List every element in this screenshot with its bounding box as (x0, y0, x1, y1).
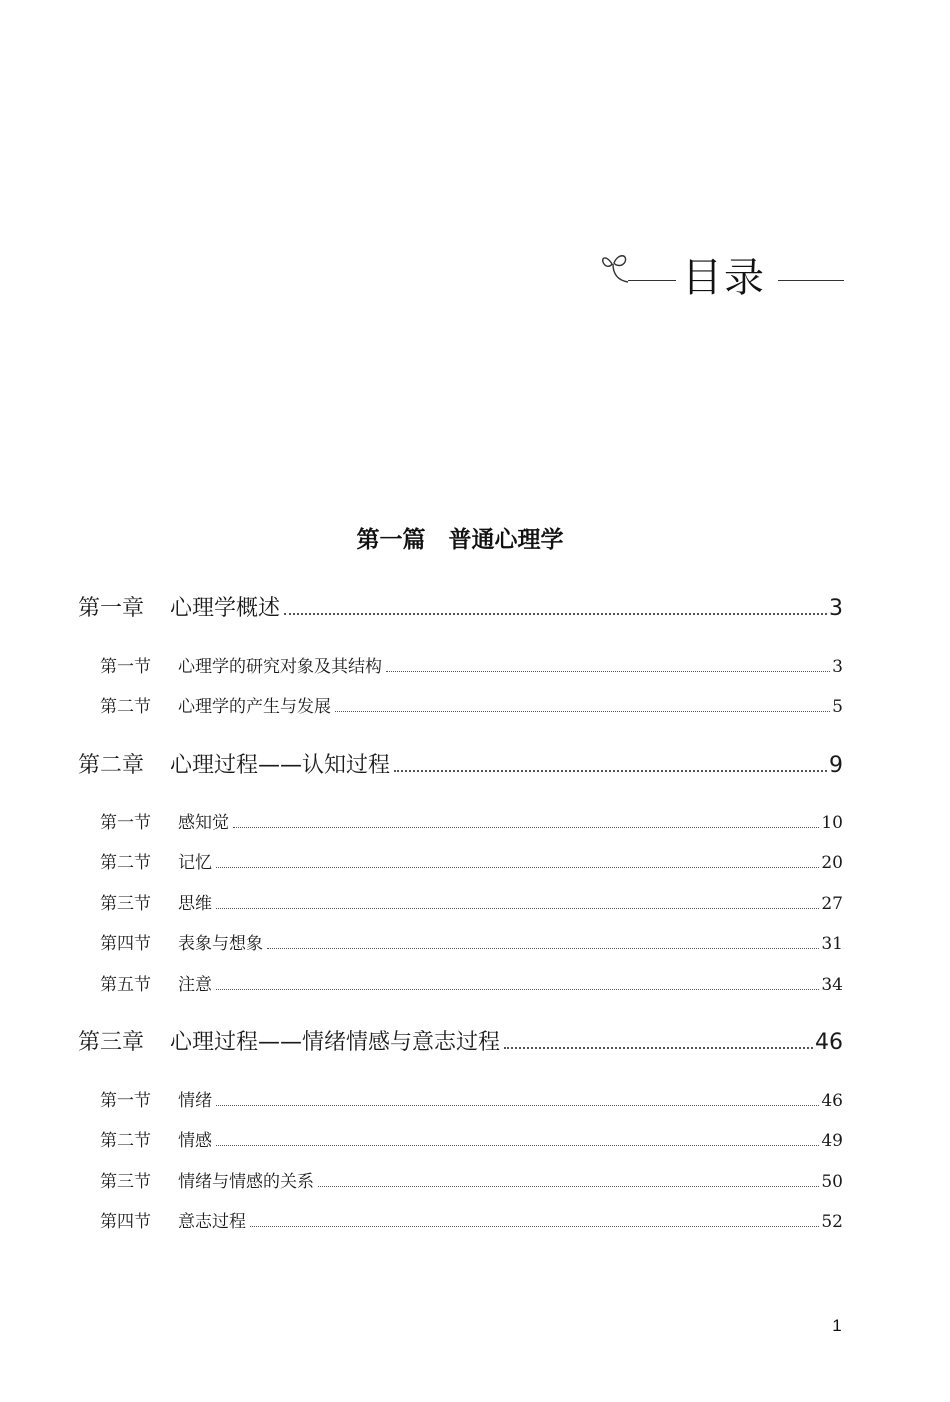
chapter-entry[interactable] (78, 750, 843, 782)
section-number: 第五节 (100, 975, 151, 995)
section-title: 心理学的研究对象及其结构 (178, 657, 382, 677)
section-entry[interactable] (100, 850, 843, 876)
chapter-title: 心理学概述 (170, 596, 281, 621)
section-page: 52 (821, 1212, 843, 1232)
leader-dots (318, 1186, 819, 1187)
section-entry[interactable] (100, 1169, 843, 1195)
section-number: 第二节 (100, 697, 151, 717)
section-entry[interactable] (100, 1128, 843, 1154)
leader-dots (216, 1105, 819, 1106)
section-number: 第一节 (100, 813, 151, 833)
section-page: 3 (832, 657, 843, 677)
header-line-right (778, 280, 844, 281)
section-page: 5 (832, 697, 843, 717)
chapter-page: 9 (829, 753, 843, 778)
section-title: 情绪 (178, 1091, 212, 1111)
leader-dots (386, 671, 830, 672)
section-entry[interactable] (100, 891, 843, 917)
section-page: 20 (821, 853, 843, 873)
leader-dots (216, 989, 819, 990)
section-number: 第二节 (100, 1131, 151, 1151)
leader-dots (284, 613, 827, 615)
section-title: 记忆 (178, 853, 212, 873)
section-entry[interactable] (100, 1088, 843, 1114)
page-number: 1 (832, 1316, 842, 1335)
section-title: 思维 (178, 894, 212, 914)
section-page: 49 (821, 1131, 843, 1151)
toc-title: 目录 (682, 255, 766, 301)
section-entry[interactable] (100, 931, 843, 957)
section-entry[interactable] (100, 1209, 843, 1235)
section-number: 第二节 (100, 853, 151, 873)
section-title: 注意 (178, 975, 212, 995)
section-page: 50 (821, 1172, 843, 1192)
section-number: 第四节 (100, 1212, 151, 1232)
section-entry[interactable] (100, 654, 843, 680)
section-entry[interactable] (100, 972, 843, 998)
section-number: 第三节 (100, 894, 151, 914)
leader-dots (250, 1226, 819, 1227)
section-title: 感知觉 (178, 813, 229, 833)
leader-dots (216, 867, 819, 868)
section-number: 第三节 (100, 1172, 151, 1192)
section-number: 第四节 (100, 934, 151, 954)
section-title: 情感 (178, 1131, 212, 1151)
section-title: 情绪与情感的关系 (178, 1172, 314, 1192)
chapter-number: 第二章 (78, 753, 145, 778)
leader-dots (233, 827, 819, 828)
chapter-entry[interactable] (78, 593, 843, 625)
section-title: 心理学的产生与发展 (178, 697, 331, 717)
section-page: 27 (821, 894, 843, 914)
leader-dots (216, 1145, 819, 1146)
section-title: 意志过程 (178, 1212, 246, 1232)
section-number: 第一节 (100, 657, 151, 677)
part-title: 第一篇 普通心理学 (356, 526, 564, 553)
chapter-number: 第三章 (78, 1030, 145, 1055)
chapter-entry[interactable] (78, 1027, 843, 1059)
section-page: 31 (821, 934, 843, 954)
leader-dots (335, 711, 830, 712)
toc-header (598, 248, 848, 308)
section-number: 第一节 (100, 1091, 151, 1111)
chapter-page: 3 (829, 596, 843, 621)
section-entry[interactable] (100, 810, 843, 836)
chapter-title: 心理过程——认知过程 (170, 753, 391, 778)
section-page: 34 (821, 975, 843, 995)
header-line-left (628, 280, 676, 281)
section-entry[interactable] (100, 694, 843, 720)
section-page: 46 (821, 1091, 843, 1111)
leader-dots (216, 908, 819, 909)
section-title: 表象与想象 (178, 934, 263, 954)
chapter-page: 46 (815, 1030, 843, 1055)
leader-dots (394, 770, 827, 772)
leader-dots (504, 1047, 813, 1049)
section-page: 10 (821, 813, 843, 833)
leader-dots (267, 948, 819, 949)
chapter-number: 第一章 (78, 596, 145, 621)
chapter-title: 心理过程——情绪情感与意志过程 (170, 1030, 501, 1055)
